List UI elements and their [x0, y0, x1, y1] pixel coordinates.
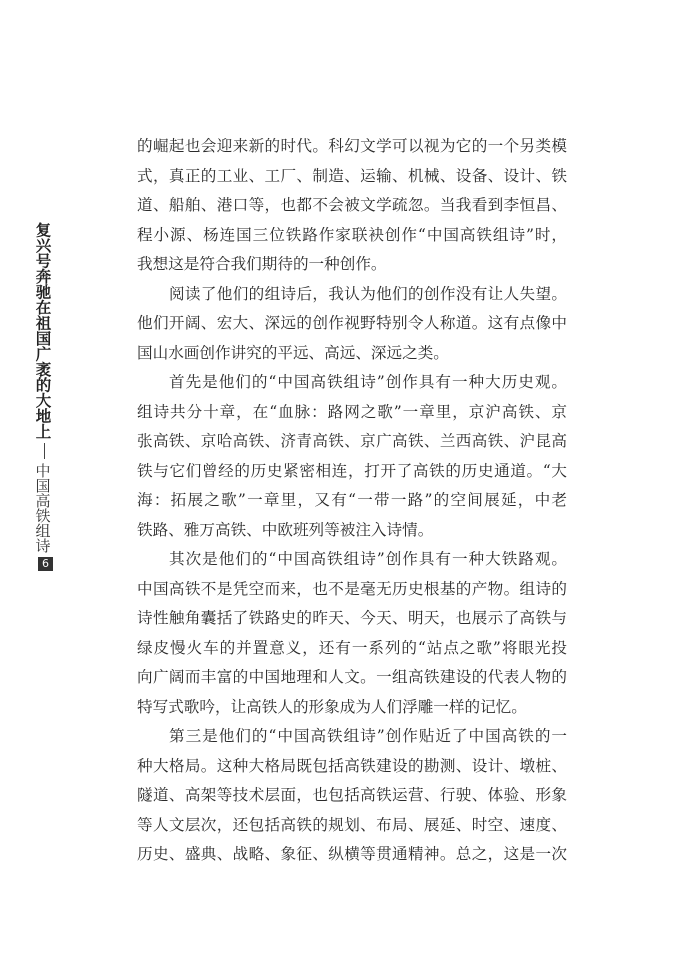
text-line: 式，真正的工业、工厂、制造、运输、机械、设备、设计、铁 — [137, 166, 567, 185]
text-line: 程小源、杨连国三位铁路作家联袂创作“中国高铁组诗”时， — [137, 225, 567, 244]
running-header — [34, 222, 56, 571]
text-line: 阅读了他们的组诗后，我认为他们的创作没有让人失望。 — [169, 284, 567, 303]
text-line: 国山水画创作讲究的平远、高远、深远之类。 — [137, 343, 449, 362]
text-line: 等人文层次，还包括高铁的规划、布局、展延、时空、速度、 — [137, 815, 567, 834]
text-line: 首先是他们的“中国高铁组诗”创作具有一种大历史观。 — [169, 373, 567, 391]
page-number: 6 — [38, 557, 53, 571]
paragraph — [137, 722, 567, 870]
text-line: 第三是他们的“中国高铁组诗”创作贴近了中国高铁的一 — [169, 727, 567, 745]
paragraph — [137, 280, 567, 369]
text-line: 海：拓展之歌”一章里，又有“一带一路”的空间展延，中老 — [137, 491, 567, 509]
section-title: 中国高铁组诗 — [33, 463, 52, 553]
header-divider — [44, 443, 45, 459]
text-line: 特写式歌吟，让高铁人的形象成为人们浮雕一样的记忆。 — [137, 697, 527, 716]
text-line: 铁路、雅万高铁、中欧班列等被注入诗情。 — [137, 520, 434, 539]
text-line: 他们开阔、宏大、深远的创作视野特别令人称道。这有点像中 — [137, 314, 567, 332]
text-line: 历史、盛典、战略、象征、纵横等贯通精神。总之，这是一次 — [137, 845, 567, 863]
text-line: 道、船舶、港口等，也都不会被文学疏忽。当我看到李恒昌、 — [137, 196, 567, 214]
book-title: 复兴号奔驰在祖国广袤的大地上 — [33, 222, 53, 439]
text-line: 的崛起也会迎来新的时代。科幻文学可以视为它的一个另类模 — [137, 137, 567, 155]
text-line: 组诗共分十章，在“血脉：路网之歌”一章里，京沪高铁、京 — [137, 402, 567, 421]
paragraph — [137, 368, 567, 545]
paragraph — [137, 545, 567, 722]
text-line: 向广阔而丰富的中国地理和人文。一组高铁建设的代表人物的 — [137, 668, 567, 686]
text-line: 绿皮慢火车的并置意义，还有一系列的“站点之歌”将眼光投 — [137, 638, 567, 657]
text-line: 铁与它们曾经的历史紧密相连，打开了高铁的历史通道。“大 — [137, 461, 567, 480]
text-line: 诗性触角囊括了铁路史的昨天、今天、明天，也展示了高铁与 — [137, 609, 567, 627]
body-text — [137, 132, 567, 870]
text-line: 我想这是符合我们期待的一种创作。 — [137, 255, 387, 273]
text-line: 张高铁、京哈高铁、济青高铁、京广高铁、兰西高铁、沪昆高 — [137, 432, 567, 450]
text-line: 中国高铁不是凭空而来，也不是毫无历史根基的产物。组诗的 — [137, 579, 567, 598]
paragraph — [137, 132, 567, 280]
text-line: 隧道、高架等技术层面，也包括高铁运营、行驶、体验、形象 — [137, 786, 567, 804]
text-line: 其次是他们的“中国高铁组诗”创作具有一种大铁路观。 — [169, 550, 567, 568]
text-line: 种大格局。这种大格局既包括高铁建设的勘测、设计、墩桩、 — [137, 756, 567, 775]
